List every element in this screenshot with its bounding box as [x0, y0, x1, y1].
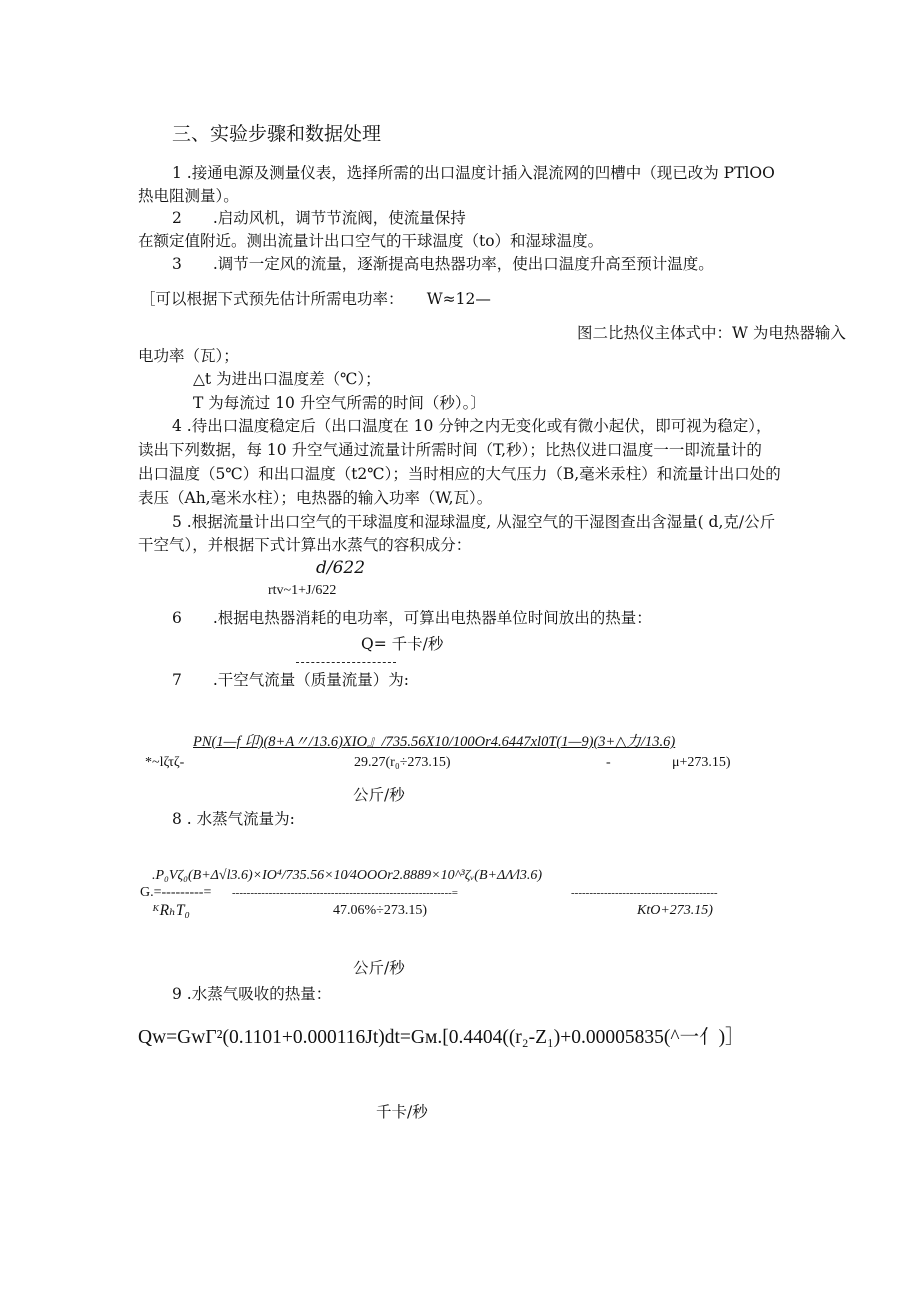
step5-line2: 干空气），并根据下式计算出水蒸气的容积成分：: [138, 536, 472, 554]
step1-line2: 热电阻测量）。: [138, 187, 239, 205]
step2-line1: 2 .启动风机，调节节流阀，使流量保持: [172, 209, 466, 227]
step5-formula-numerator: d/622: [316, 558, 366, 578]
step8-formula-lhs: G.=---------=: [140, 885, 212, 900]
step7-formula-den-sep: -: [606, 755, 611, 770]
step1-line1: 1 .接通电源及测量仪表，选择所需的出口温度计插入混流网的凹槽中（现已改为 PTlOO: [172, 164, 775, 182]
step8-formula-den-left: ᴷRₕT₀: [152, 902, 190, 919]
step2-line2: 在额定值附近。测出流量计出口空气的干球温度（to）和湿球温度。: [138, 232, 604, 250]
step9-line1: 9 .水蒸气吸收的热量：: [172, 985, 332, 1003]
step9-unit: 千卡/秒: [376, 1103, 428, 1121]
step7-formula-numerator: PN(1—f 卬)(8+A〃/13.6)XIO』/735.56X10/100Or4.6447xl0T(1—9)(3+△力/13.6): [193, 734, 676, 750]
step6-formula: Q= 千卡/秒: [361, 635, 444, 653]
section-title: 三、实验步骤和数据处理: [172, 123, 382, 145]
step4-line2: 读出下列数据，每 10 升空气通过流量计所需时间（T,秒）；比热仪进口温度一一即流量计的: [138, 441, 762, 459]
step5-formula-denominator: rtv~1+J/622: [268, 583, 337, 598]
step6-line1: 6 .根据电热器消耗的电功率，可算出电热器单位时间放出的热量：: [172, 609, 652, 627]
step7-unit: 公斤/秒: [353, 786, 405, 804]
step4-line1: 4 .待出口温度稳定后（出口温度在 10 分钟之内无变化或有微小起伏，即可视为稳定），: [172, 417, 772, 435]
step8-line1: 8 . 水蒸气流量为:: [172, 810, 295, 828]
step7-formula-den-left: *~lζτζ-: [145, 755, 185, 770]
step9-formula: Qw=GwΓ²(0.1101+0.000116Jt)dt=Gм.[0.4404((r₂-Z₁)+0.00005835(^一亻)］: [138, 1027, 745, 1048]
step3-delta-t: △t 为进出口温度差（℃）；: [193, 370, 381, 388]
step8-formula-rule-a: ------------------------------------------------------------=: [232, 887, 458, 899]
step3-unit: 电功率（瓦）；: [138, 347, 239, 365]
step4-line3: 出口温度（5℃）和出口温度（t2℃）；当时相应的大气压力（B,毫米汞柱）和流量计出口处的: [138, 465, 781, 483]
step8-unit: 公斤/秒: [353, 959, 405, 977]
step8-formula-numerator: .P₀Vζ₀(B+Δ√l3.6)×IO⁴/735.56×10⁄4OOOr2.8889×10^³ζᵥ(B+ΔΛ⁄l3.6): [152, 868, 543, 883]
step4-line4: 表压（Ah,毫米水柱）；电热器的输入功率（W,瓦）。: [138, 489, 493, 507]
step3-time-T: T 为每流过 10 升空气所需的时间（秒）。〕: [193, 394, 486, 412]
step3-figure-caption: 图二比热仪主体式中：W 为电热器输入: [577, 324, 846, 342]
step3-bracket: ［可以根据下式预先估计所需电功率： W≈12—: [140, 290, 491, 308]
step8-formula-den-mid: 47.06%÷273.15): [333, 903, 428, 918]
step6-dashed-rule: [296, 662, 396, 663]
step7-formula-den-mid: 29.27(r₀÷273.15): [354, 755, 451, 770]
step3-line1: 3 .调节一定风的流量，逐渐提高电热器功率，使出口温度升高至预计温度。: [172, 255, 714, 273]
step8-formula-rule-b: ----------------------------------------: [571, 887, 718, 899]
step7-formula-den-right: μ+273.15): [672, 755, 731, 770]
step5-line1: 5 .根据流量计出口空气的干球温度和湿球温度, 从湿空气的干湿图查出含湿量( d,克/公斤: [172, 513, 776, 531]
step8-formula-den-right: KtO+273.15): [637, 903, 713, 918]
step7-line1: 7 .干空气流量（质量流量）为:: [172, 671, 410, 689]
